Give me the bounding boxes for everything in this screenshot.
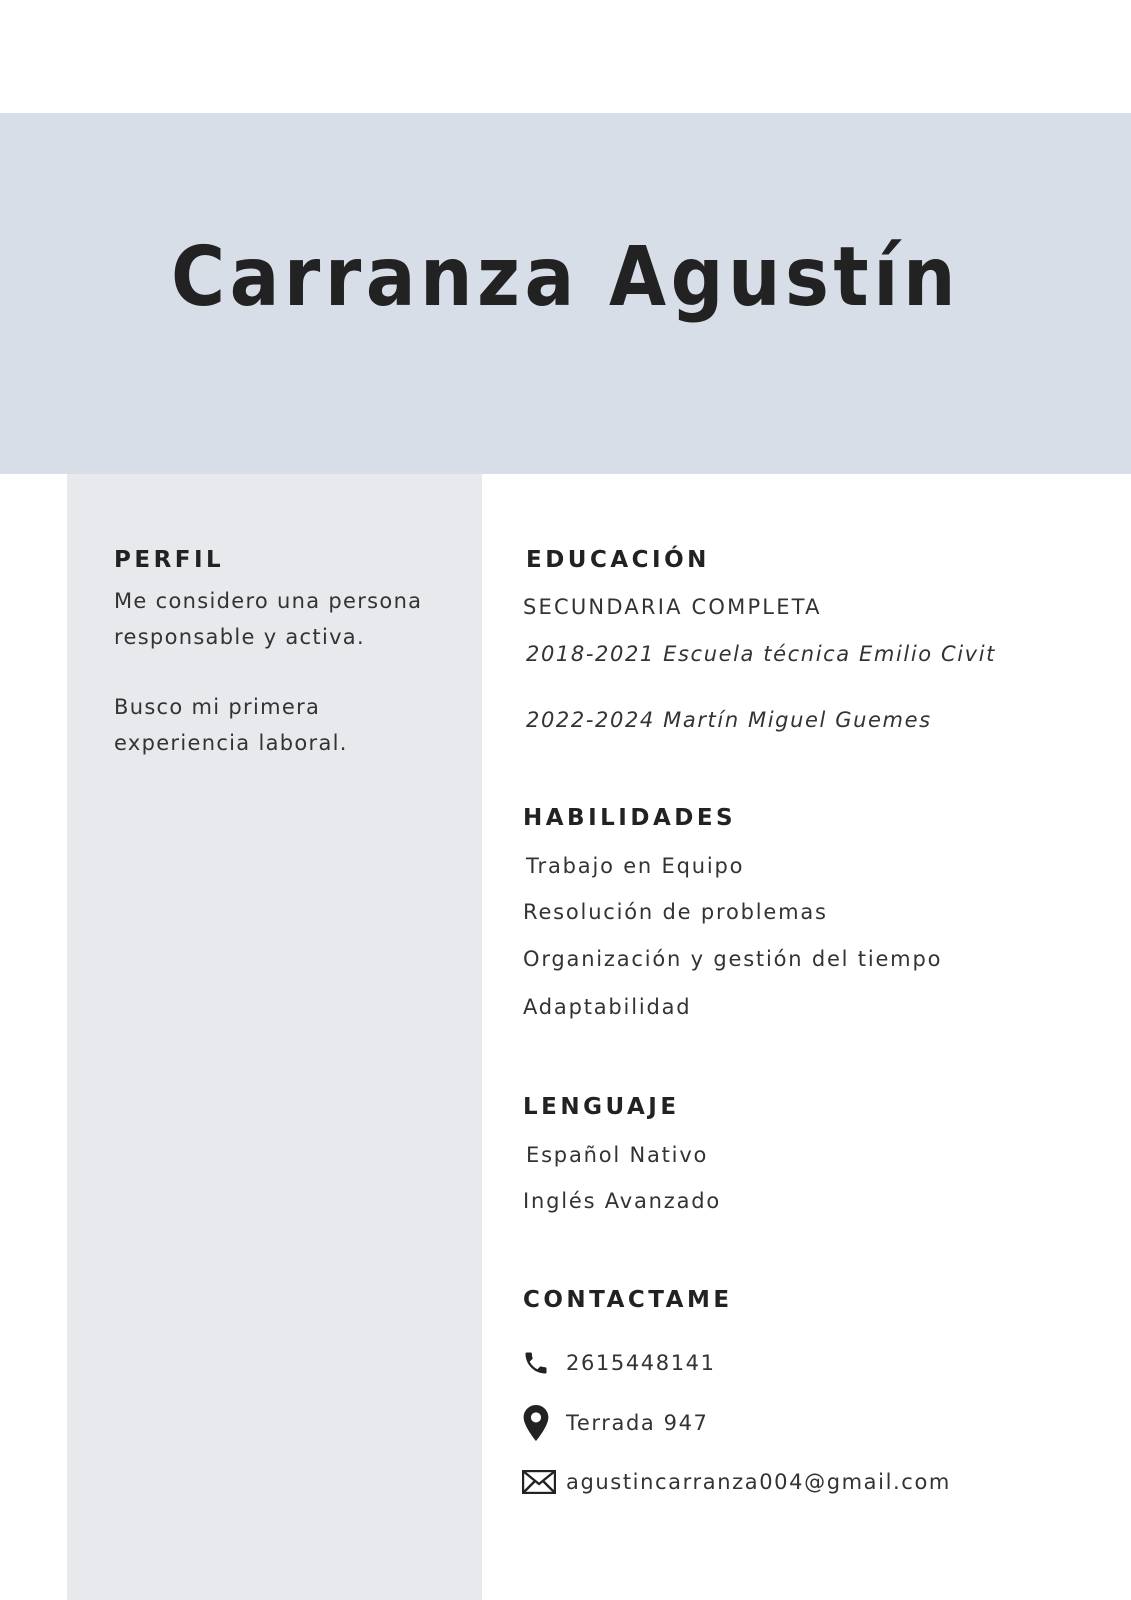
profile-text [114, 584, 444, 761]
language-item: Español Nativo [526, 1143, 709, 1167]
email-icon [522, 1464, 556, 1500]
location-pin-icon [522, 1405, 556, 1441]
contact-email[interactable]: agustincarranza004@gmail.com [566, 1470, 951, 1494]
contact-address-row [522, 1405, 709, 1441]
profile-heading: PERFIL [114, 547, 225, 573]
languages-heading: LENGUAJE [523, 1094, 680, 1120]
contact-email-row [522, 1464, 951, 1500]
language-item: Inglés Avanzado [523, 1189, 722, 1213]
profile-paragraph-1: Me considero una persona responsable y activa. [114, 589, 423, 649]
profile-paragraph-2: Busco mi primera experiencia laboral. [114, 695, 348, 755]
education-subheading: SECUNDARIA COMPLETA [523, 595, 822, 619]
skill-item: Resolución de problemas [523, 900, 828, 924]
skill-item: Adaptabilidad [523, 995, 692, 1019]
contact-heading: CONTACTAME [523, 1287, 733, 1313]
phone-icon [522, 1345, 556, 1381]
skills-heading: HABILIDADES [523, 805, 737, 831]
contact-address: Terrada 947 [566, 1411, 709, 1435]
education-entry-2: 2022-2024 Martín Miguel Guemes [526, 708, 932, 732]
skill-item: Trabajo en Equipo [526, 854, 745, 878]
contact-phone-row [522, 1345, 716, 1381]
contact-phone[interactable]: 2615448141 [566, 1351, 716, 1375]
education-heading: EDUCACIÓN [526, 547, 710, 573]
education-entry-1: 2018-2021 Escuela técnica Emilio Civit [526, 642, 996, 666]
skill-item: Organización y gestión del tiempo [523, 947, 943, 971]
resume-name: Carranza Agustín [170, 230, 961, 325]
